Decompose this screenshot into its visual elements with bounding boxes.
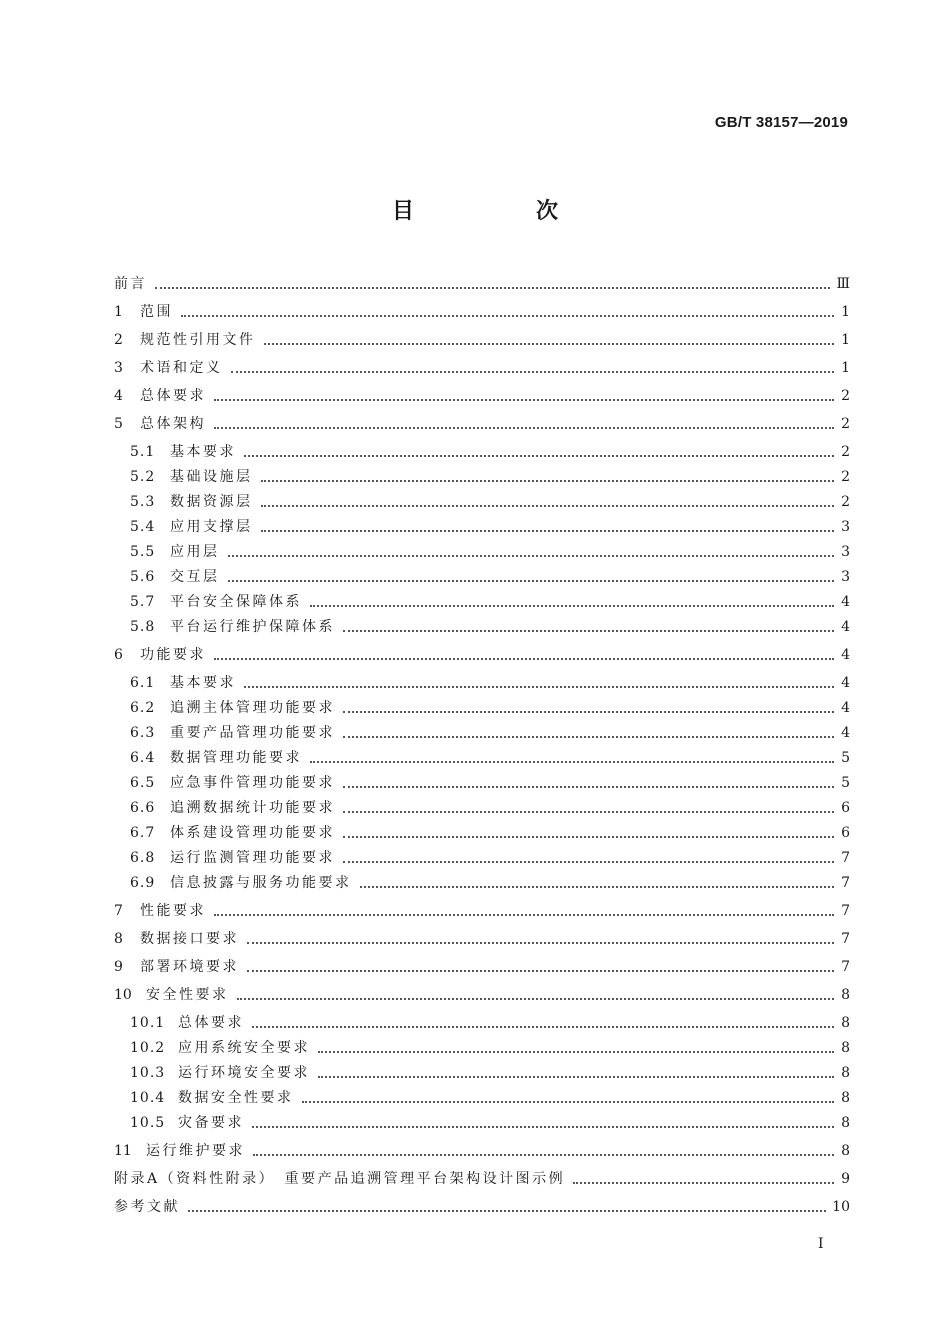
- toc-entry[interactable]: [114, 985, 850, 1005]
- toc-entry-label: 总体架构: [140, 416, 206, 432]
- toc-entry[interactable]: [114, 1013, 850, 1033]
- standard-code: GB/T 38157—2019: [714, 114, 848, 131]
- toc-entry-number: 5.7: [130, 594, 156, 610]
- toc-entry-label: 性能要求: [140, 903, 206, 919]
- toc-entry-label: 总体要求: [140, 388, 206, 404]
- toc-entry[interactable]: [114, 723, 850, 743]
- toc-entry-label: 应用系统安全要求: [178, 1040, 310, 1056]
- toc-entry[interactable]: [114, 492, 850, 512]
- toc-entry-page: 1: [841, 360, 850, 376]
- toc-leader-dots: [244, 454, 834, 457]
- toc-entry-page: 8: [841, 1115, 850, 1131]
- toc-entry-number: 3: [114, 360, 123, 376]
- toc-entry[interactable]: [114, 848, 850, 868]
- toc-entry-page: 2: [841, 444, 850, 460]
- toc-entry-number: 8: [114, 931, 123, 947]
- toc-entry-label: 前言: [114, 276, 147, 292]
- toc-entry-page: 2: [841, 388, 850, 404]
- toc-entry-label: 附录A（资料性附录） 重要产品追溯管理平台架构设计图示例: [114, 1171, 566, 1187]
- toc-entry[interactable]: [114, 542, 850, 562]
- toc-leader-dots: [343, 810, 834, 813]
- toc-entry-label: 平台安全保障体系: [170, 594, 302, 610]
- toc-entry-page: 7: [841, 875, 850, 891]
- toc-entry[interactable]: [114, 798, 850, 818]
- toc-entry-number: 6.7: [130, 825, 156, 841]
- toc-entry-label: 平台运行维护保障体系: [170, 619, 335, 635]
- toc-leader-dots: [252, 1025, 834, 1028]
- toc-leader-dots: [253, 1153, 834, 1156]
- toc-leader-dots: [155, 286, 830, 289]
- toc-entry[interactable]: [114, 330, 850, 350]
- toc-leader-dots: [343, 785, 834, 788]
- toc-entry[interactable]: [114, 1088, 850, 1108]
- toc-leader-dots: [237, 997, 835, 1000]
- toc-entry[interactable]: [114, 617, 850, 637]
- toc-entry-label: 基础设施层: [170, 469, 253, 485]
- toc-entry-number: 10.3: [130, 1065, 166, 1081]
- toc-entry[interactable]: [114, 1169, 850, 1189]
- toc-leader-dots: [214, 398, 834, 401]
- toc-entry-number: 7: [114, 903, 123, 919]
- toc-entry-label: 体系建设管理功能要求: [170, 825, 335, 841]
- toc-entry-page: 8: [841, 1015, 850, 1031]
- toc-entry-number: 9: [114, 959, 123, 975]
- toc-entry[interactable]: [114, 517, 850, 537]
- toc-entry-page: 3: [841, 569, 850, 585]
- toc-entry-page: 6: [841, 825, 850, 841]
- toc-entry-page: 8: [841, 1090, 850, 1106]
- toc-leader-dots: [318, 1050, 834, 1053]
- toc-entry-page: 9: [841, 1171, 850, 1187]
- toc-entry-number: 5: [114, 416, 123, 432]
- toc-entry[interactable]: [114, 957, 850, 977]
- toc-entry-label: 基本要求: [170, 444, 236, 460]
- toc-entry-number: 1: [114, 304, 123, 320]
- toc-leader-dots: [302, 1100, 835, 1103]
- toc-entry[interactable]: [114, 1197, 850, 1217]
- toc-leader-dots: [573, 1181, 834, 1184]
- toc-leader-dots: [264, 342, 835, 345]
- toc-entry-page: 8: [841, 1040, 850, 1056]
- page-title: 目 次: [391, 199, 608, 224]
- toc-entry[interactable]: [114, 274, 850, 294]
- toc-entry[interactable]: [114, 929, 850, 949]
- toc-entry-number: 6.3: [130, 725, 156, 741]
- toc-entry-page: 2: [841, 469, 850, 485]
- toc-entry-label: 功能要求: [140, 647, 206, 663]
- toc-leader-dots: [188, 1209, 826, 1212]
- toc-entry-page: 2: [841, 416, 850, 432]
- toc-entry-number: 6: [114, 647, 123, 663]
- toc-entry-number: 10.1: [130, 1015, 166, 1031]
- toc-leader-dots: [261, 504, 835, 507]
- toc-entry-page: 8: [841, 1065, 850, 1081]
- toc-entry-label: 数据管理功能要求: [170, 750, 302, 766]
- toc-entry-page: 7: [841, 850, 850, 866]
- toc-leader-dots: [214, 657, 834, 660]
- toc-leader-dots: [310, 760, 834, 763]
- toc-entry-number: 6.8: [130, 850, 156, 866]
- toc-entry-page: 10: [832, 1199, 850, 1215]
- toc-entry-label: 运行环境安全要求: [178, 1065, 310, 1081]
- toc-entry[interactable]: [114, 567, 850, 587]
- toc-entry-number: 5.3: [130, 494, 156, 510]
- toc-entry[interactable]: [114, 773, 850, 793]
- toc-entry-label: 运行维护要求: [146, 1143, 245, 1159]
- toc-leader-dots: [247, 941, 834, 944]
- toc-entry[interactable]: [114, 1113, 850, 1133]
- toc-entry-number: 6.1: [130, 675, 156, 691]
- toc-leader-dots: [228, 579, 835, 582]
- toc-leader-dots: [181, 314, 834, 317]
- toc-leader-dots: [343, 835, 834, 838]
- toc-entry-page: 4: [841, 647, 850, 663]
- toc-entry[interactable]: [114, 358, 850, 378]
- toc-entry[interactable]: [114, 645, 850, 665]
- toc-entry-label: 数据安全性要求: [178, 1090, 294, 1106]
- toc-entry[interactable]: [114, 386, 850, 406]
- toc-leader-dots: [343, 629, 834, 632]
- toc-entry-page: Ⅲ: [836, 276, 850, 292]
- toc-entry[interactable]: [114, 823, 850, 843]
- toc-entry-label: 安全性要求: [146, 987, 229, 1003]
- toc-entry[interactable]: [114, 592, 850, 612]
- toc-entry-page: 4: [841, 725, 850, 741]
- toc-entry-number: 10.4: [130, 1090, 166, 1106]
- toc-leader-dots: [228, 554, 835, 557]
- toc-entry[interactable]: [114, 673, 850, 693]
- toc-entry-label: 交互层: [170, 569, 220, 585]
- toc-entry-page: 7: [841, 903, 850, 919]
- toc-entry-number: 2: [114, 332, 123, 348]
- toc-entry-label: 应用支撑层: [170, 519, 253, 535]
- toc-entry-label: 应急事件管理功能要求: [170, 775, 335, 791]
- toc-entry-label: 参考文献: [114, 1199, 180, 1215]
- toc-entry-page: 3: [841, 519, 850, 535]
- toc-entry-label: 部署环境要求: [140, 959, 239, 975]
- toc-entry-number: 10.5: [130, 1115, 166, 1131]
- toc-entry[interactable]: [114, 1063, 850, 1083]
- toc-entry-number: 11: [114, 1143, 132, 1159]
- toc-leader-dots: [261, 479, 835, 482]
- toc-entry[interactable]: [114, 748, 850, 768]
- toc-entry-number: 4: [114, 388, 123, 404]
- page-number: Ⅰ: [818, 1236, 824, 1252]
- toc-entry-page: 6: [841, 800, 850, 816]
- toc-entry-page: 4: [841, 594, 850, 610]
- toc-entry-label: 追溯主体管理功能要求: [170, 700, 335, 716]
- toc-entry-label: 灾备要求: [178, 1115, 244, 1131]
- toc-leader-dots: [343, 710, 834, 713]
- toc-leader-dots: [231, 370, 835, 373]
- toc-entry-page: 5: [841, 775, 850, 791]
- toc-entry[interactable]: [114, 901, 850, 921]
- toc-leader-dots: [261, 529, 835, 532]
- toc-entry-number: 6.2: [130, 700, 156, 716]
- toc-entry-label: 总体要求: [178, 1015, 244, 1031]
- toc-entry-label: 术语和定义: [140, 360, 223, 376]
- toc-entry[interactable]: [114, 1038, 850, 1058]
- toc-entry-page: 4: [841, 700, 850, 716]
- toc-entry-number: 10.2: [130, 1040, 166, 1056]
- toc-entry-label: 范围: [140, 304, 173, 320]
- toc-entry[interactable]: [114, 1141, 850, 1161]
- toc-entry-page: 4: [841, 675, 850, 691]
- toc-entry-label: 重要产品管理功能要求: [170, 725, 335, 741]
- toc-entry[interactable]: [114, 414, 850, 434]
- toc-entry[interactable]: [114, 467, 850, 487]
- toc-entry-label: 数据资源层: [170, 494, 253, 510]
- toc-entry-page: 8: [841, 1143, 850, 1159]
- toc-entry-page: 2: [841, 494, 850, 510]
- toc-leader-dots: [214, 913, 834, 916]
- toc-entry-number: 5.2: [130, 469, 156, 485]
- toc-entry[interactable]: [114, 698, 850, 718]
- toc-leader-dots: [214, 426, 834, 429]
- toc-leader-dots: [343, 735, 834, 738]
- toc-entry-number: 10: [114, 987, 132, 1003]
- toc-entry-page: 5: [841, 750, 850, 766]
- toc-leader-dots: [343, 860, 834, 863]
- toc-entry-label: 规范性引用文件: [140, 332, 256, 348]
- toc-entry-number: 5.8: [130, 619, 156, 635]
- toc-entry-label: 追溯数据统计功能要求: [170, 800, 335, 816]
- toc-entry-page: 1: [841, 332, 850, 348]
- toc-entry-label: 运行监测管理功能要求: [170, 850, 335, 866]
- toc-entry-number: 5.1: [130, 444, 156, 460]
- toc-entry[interactable]: [114, 873, 850, 893]
- toc-leader-dots: [252, 1125, 834, 1128]
- toc-entry-label: 数据接口要求: [140, 931, 239, 947]
- toc-leader-dots: [247, 969, 834, 972]
- toc-entry-page: 7: [841, 959, 850, 975]
- toc-entry[interactable]: [114, 442, 850, 462]
- toc-entry-page: 7: [841, 931, 850, 947]
- toc-entry-page: 4: [841, 619, 850, 635]
- toc-entry-number: 5.4: [130, 519, 156, 535]
- toc-leader-dots: [244, 685, 834, 688]
- toc-entry-number: 6.6: [130, 800, 156, 816]
- toc-entry-page: 8: [841, 987, 850, 1003]
- toc-entry-number: 5.6: [130, 569, 156, 585]
- toc-entry-number: 6.9: [130, 875, 156, 891]
- toc-leader-dots: [310, 604, 834, 607]
- toc-leader-dots: [318, 1075, 834, 1078]
- toc-entry[interactable]: [114, 302, 850, 322]
- toc-entry-number: 6.5: [130, 775, 156, 791]
- toc-entry-number: 5.5: [130, 544, 156, 560]
- toc-entry-page: 3: [841, 544, 850, 560]
- toc-entry-label: 基本要求: [170, 675, 236, 691]
- toc-entry-label: 应用层: [170, 544, 220, 560]
- toc-entry-page: 1: [841, 304, 850, 320]
- toc-entry-label: 信息披露与服务功能要求: [170, 875, 352, 891]
- toc-leader-dots: [360, 885, 835, 888]
- toc-entry-number: 6.4: [130, 750, 156, 766]
